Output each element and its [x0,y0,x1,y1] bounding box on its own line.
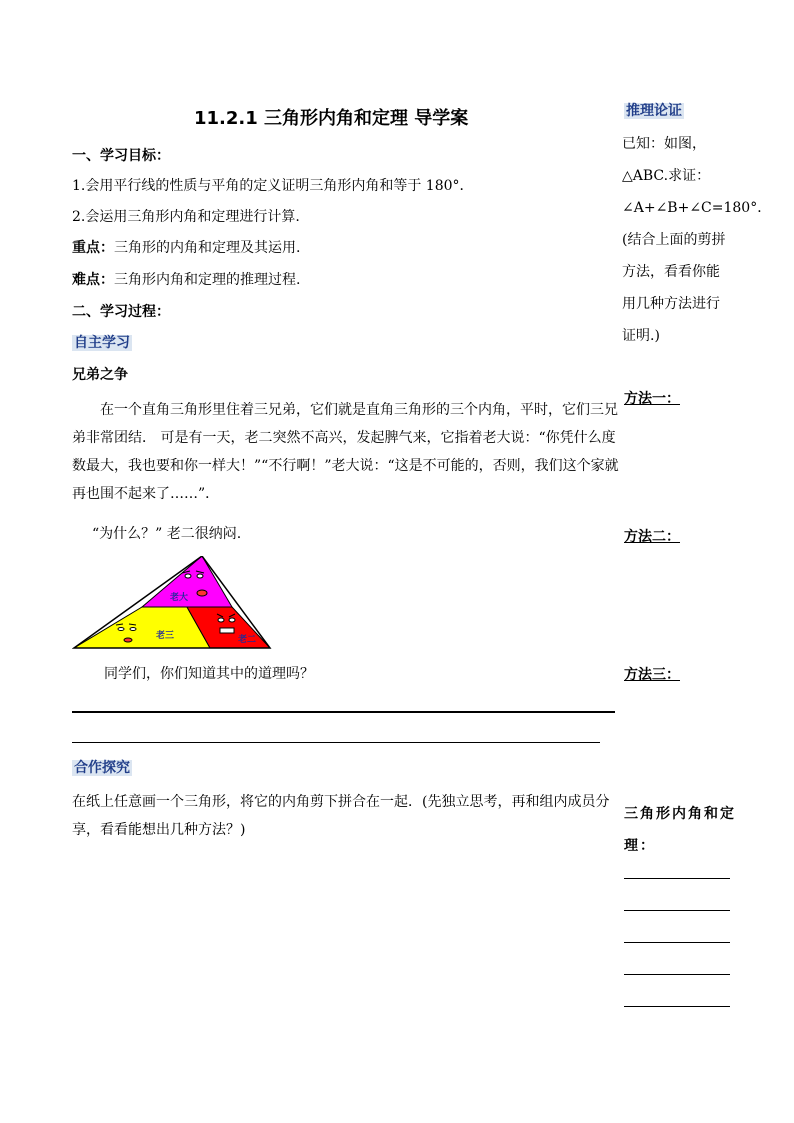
label-second-brother: 老二 [238,635,257,645]
label-big-brother: 老大 [170,593,189,603]
method-3-label: 方法三： [624,667,680,683]
question-line: 同学们，你们知道其中的道理吗？ [104,666,314,682]
coop-section [72,758,132,778]
page-title: 11.2.1 三角形内角和定理 导学案 [194,108,469,129]
story-paragraph: 在一个直角三角形里住着三兄弟，它们就是直角三角形的三个内角，平时，它们三兄弟非常团结． 可是有一天，老二突然不高兴，发起脾气来，它指着老大说：“你凭什么度数最大，我也要和你一样大！”“不行啊！”老大说：“这是不可能的，否则，我们这个家就再也围不起来了……”． [72,402,619,502]
difficult-point-text: 三角形内角和定理的推理过程. [114,272,301,288]
theorem-blank-5 [624,1006,730,1007]
coop-label: 合作探究 [74,760,130,776]
method-2-label: 方法二： [624,529,680,545]
label-third-brother: 老三 [156,631,175,641]
theorem-blank-3 [624,942,730,943]
story-title: 兄弟之争 [72,367,128,383]
theorem-blank-1 [624,878,730,879]
why-line: “为什么？” 老二很纳闷. [92,526,242,542]
triangle-figure [72,556,282,652]
goals-heading: 一、学习目标： [72,148,170,164]
triangle-left-region [74,607,210,648]
goal-item-1: 1.会用平行线的性质与平角的定义证明三角形内角和等于 180°． [72,178,474,194]
sidebar-heading [624,100,684,120]
sidebar-proof-text: 已知：如图，△ABC.求证：∠A+∠B+∠C=180°．(结合上面的剪拼方法，看看你能用几种方法进行证明.) [622,136,772,344]
coop-paragraph: 在纸上任意画一个三角形，将它的内角剪下拼合在一起．(先独立思考，再和组内成员分享，看看能想出几种方法？) [72,794,610,838]
theorem-blank-4 [624,974,730,975]
proof-label: 推理论证 [626,103,682,119]
theorem-blank-2 [624,910,730,911]
difficult-point [72,270,300,290]
process-heading: 二、学习过程： [72,304,170,320]
answer-line-1 [72,711,615,713]
method-1-label: 方法一： [624,391,680,407]
key-point-label: 重点： [72,240,114,256]
key-point-text: 三角形的内角和定理及其运用. [114,240,301,256]
difficult-point-label: 难点： [72,272,114,288]
answer-line-2 [72,742,600,743]
key-point [72,238,300,258]
goal-item-2: 2.会运用三角形内角和定理进行计算. [72,209,300,225]
self-study-section [72,333,132,353]
self-study-label: 自主学习 [74,335,130,351]
theorem-label: 三角形内角和定理： [624,806,736,854]
